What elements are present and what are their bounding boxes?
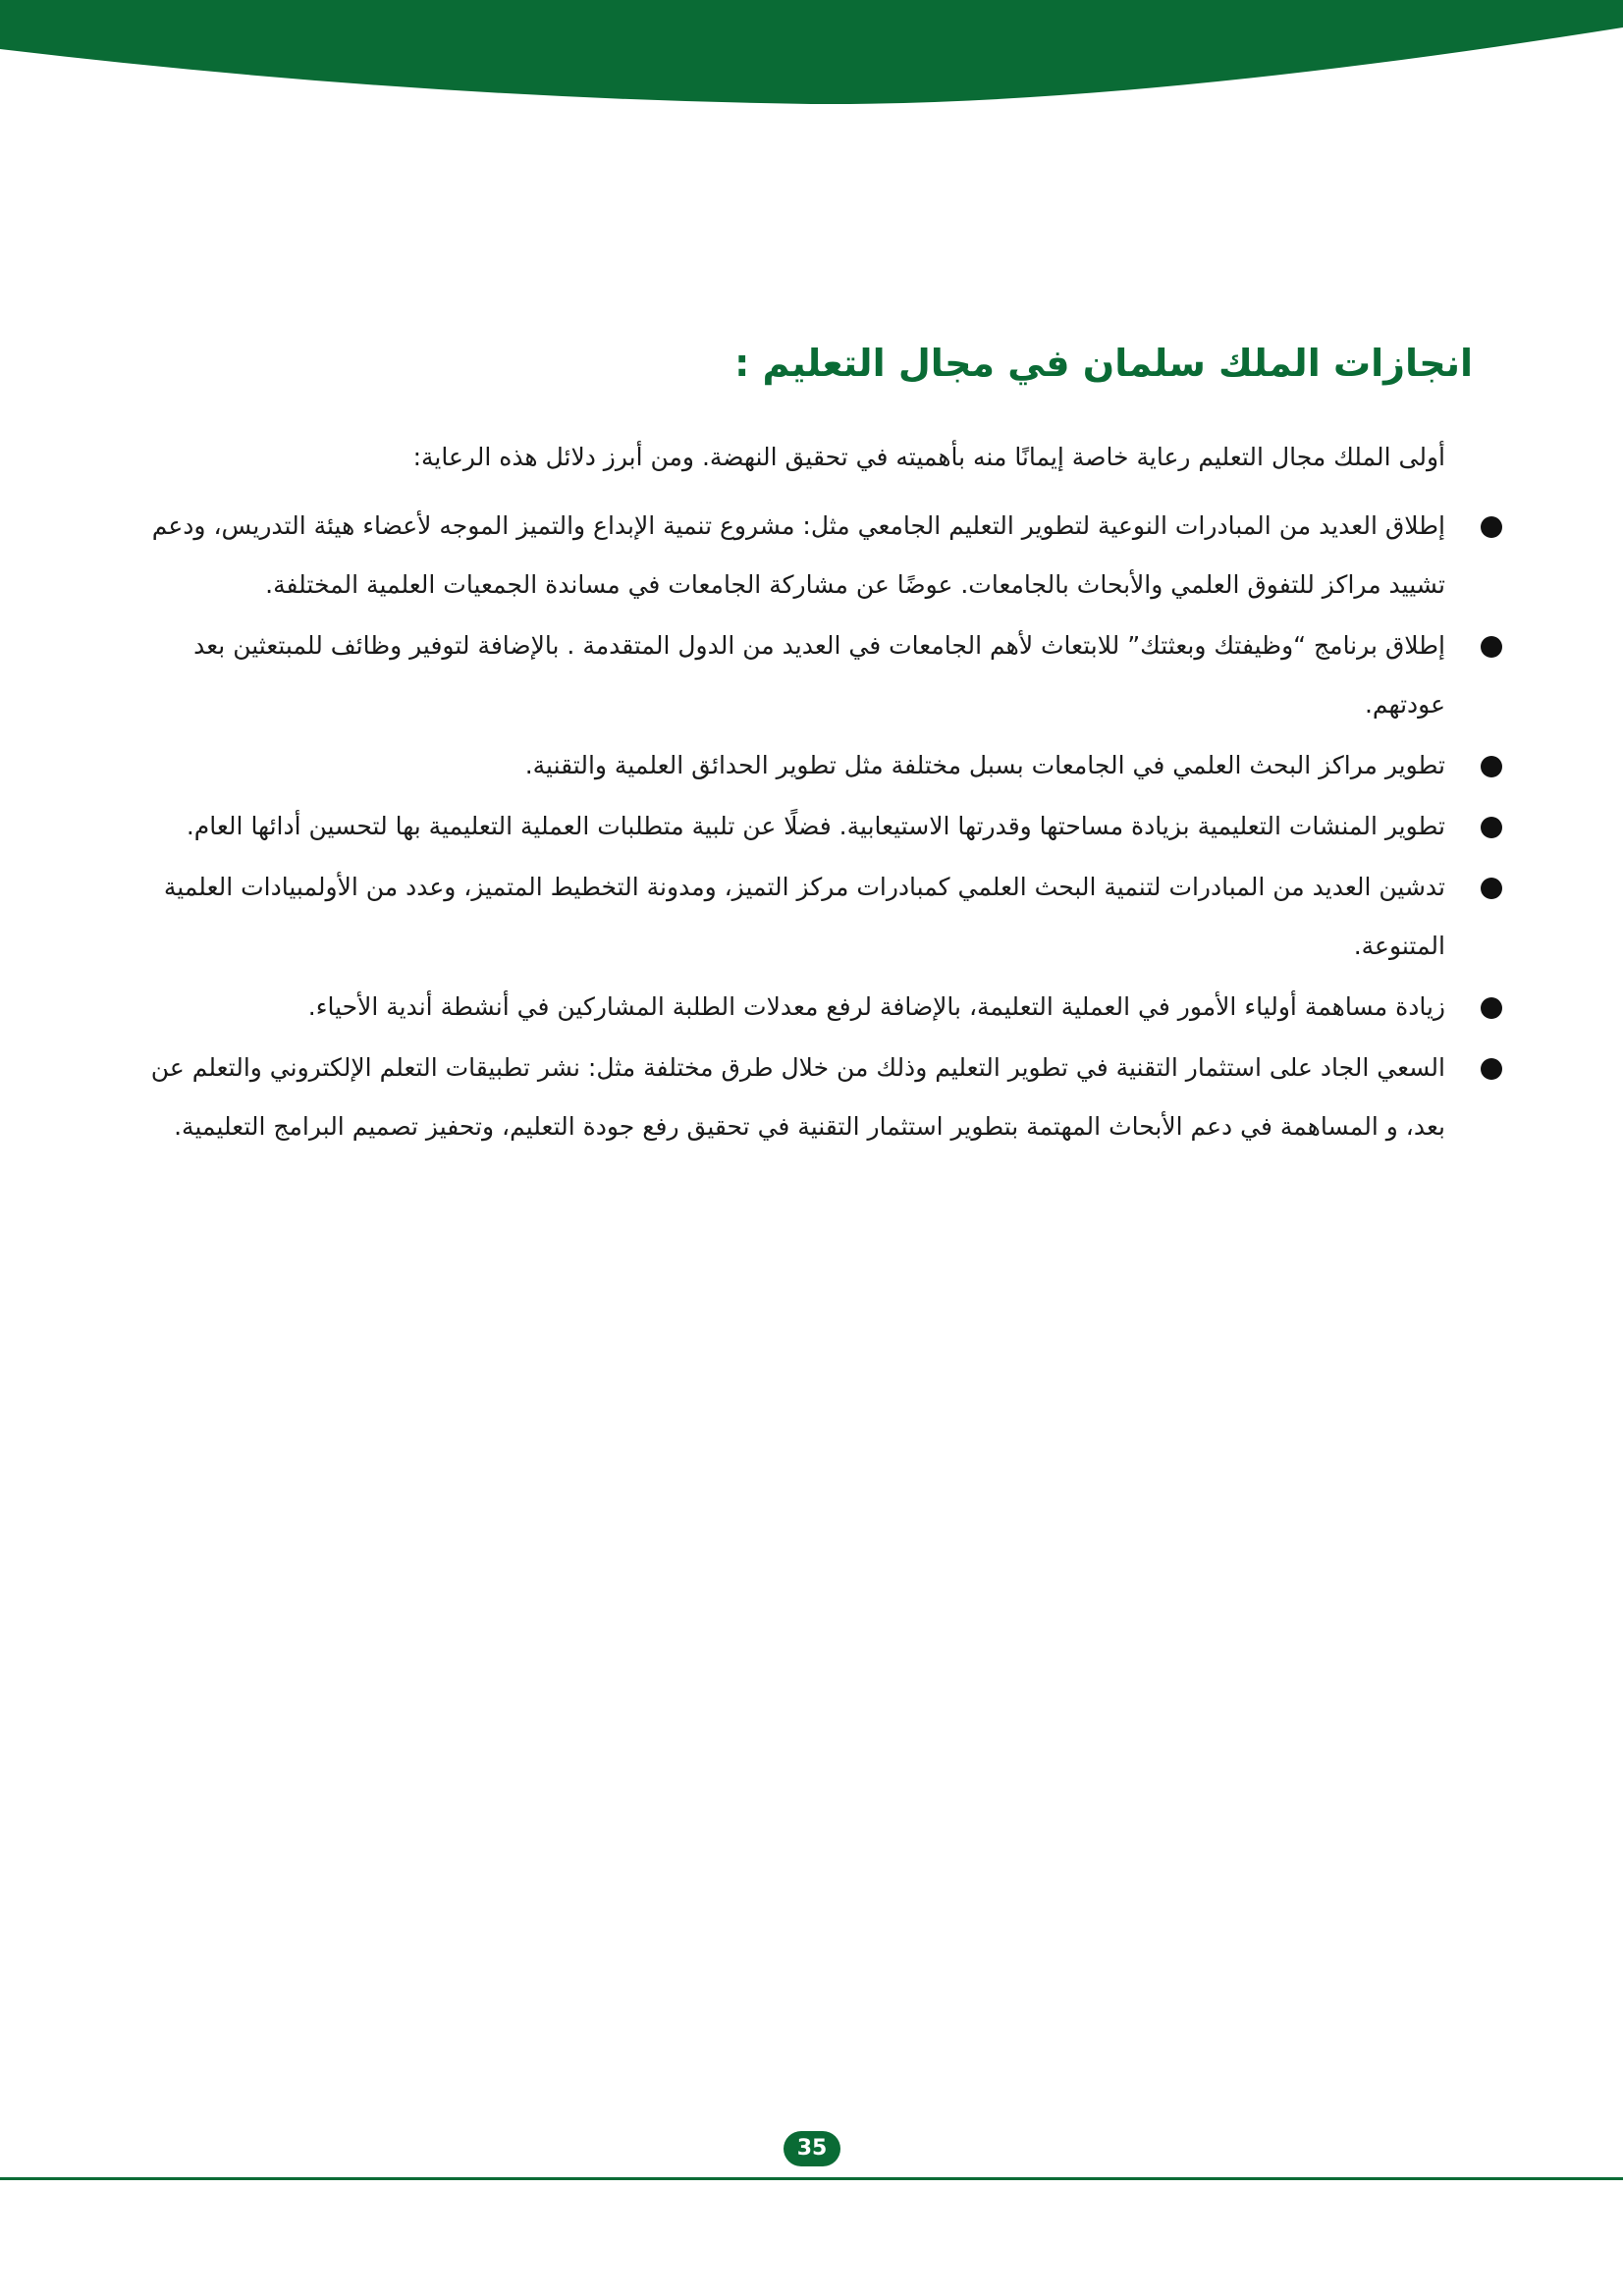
list-item (108, 858, 1473, 976)
achievements-list (108, 497, 1473, 1156)
footer-divider (0, 2177, 1623, 2180)
bullet-icon (1481, 878, 1502, 899)
bullet-icon (1481, 1058, 1502, 1080)
list-item-text: تطوير المنشات التعليمية بزيادة مساحتها وقدرتها الاستيعابية. فضلًا عن تلبية متطلبات العملية التعليمية بها لتحسين أدائها العام. (186, 812, 1445, 840)
bullet-icon (1481, 756, 1502, 777)
list-item-text: تطوير مراكز البحث العلمي في الجامعات بسبل مختلفة مثل تطوير الحدائق العلمية والتقنية. (524, 751, 1445, 779)
list-item (108, 736, 1473, 795)
intro-paragraph: أولى الملك مجال التعليم رعاية خاصة إيمانًا منه بأهميته في تحقيق النهضة. ومن أبرز دلائل هذه الرعاية: (412, 443, 1445, 471)
bullet-icon (1481, 636, 1502, 658)
list-item-text: إطلاق العديد من المبادرات النوعية لتطوير التعليم الجامعي مثل: مشروع تنمية الإبداع والتميز الموجه لأعضاء هيئة التدريس، ودعم تشييد مراكز للتفوق العلمي والأبحاث بالجامعات. عوضًا عن مشاركة الجامعات في مساندة الجمعيات العلمية المختلفة. (151, 511, 1445, 599)
list-item (108, 1039, 1473, 1156)
top-green-banner (0, 0, 1623, 118)
list-item-text: تدشين العديد من المبادرات لتنمية البحث العلمي كمبادرات مركز التميز، ومدونة التخطيط المتميز، وعدد من الأولمبيادات العلمية المتنوعة. (163, 873, 1445, 960)
list-item (108, 978, 1473, 1037)
list-item (108, 797, 1473, 856)
main-content (108, 334, 1473, 1158)
page-heading: انجازات الملك سلمان في مجال التعليم : (734, 342, 1473, 385)
list-item-text: زيادة مساهمة أولياء الأمور في العملية التعليمة، بالإضافة لرفع معدلات الطلبة المشاركين في أنشطة أندية الأحياء. (307, 992, 1445, 1021)
list-item-text: السعي الجاد على استثمار التقنية في تطوير التعليم وذلك من خلال طرق مختلفة مثل: نشر تطبيقات التعلم الإلكتروني والتعلم عن بعد، و المساهمة في دعم الأبحاث المهتمة بتطوير استثمار التقنية في تحقيق رفع جودة التعليم، وتحفيز تصميم البرامج التعليمية. (150, 1053, 1445, 1141)
page-number-badge: 35 (784, 2131, 840, 2166)
bullet-icon (1481, 997, 1502, 1019)
list-item (108, 497, 1473, 614)
list-item-text: إطلاق برنامج “وظيفتك وبعثتك” للابتعاث لأهم الجامعات في العديد من الدول المتقدمة . بالإضافة لتوفير وظائف للمبتعثين بعد عودتهم. (193, 631, 1445, 719)
list-item (108, 616, 1473, 734)
bullet-icon (1481, 817, 1502, 838)
bullet-icon (1481, 516, 1502, 538)
